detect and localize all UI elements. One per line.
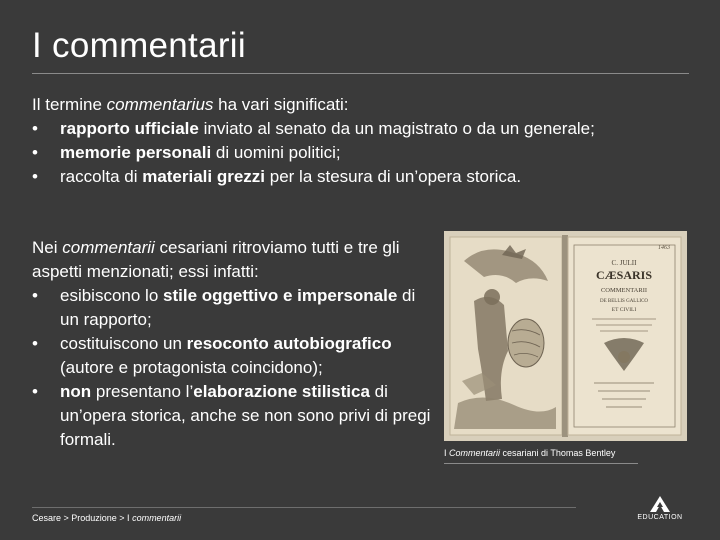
book-photo xyxy=(444,231,687,441)
title-page-line: ET CIVILI xyxy=(611,307,637,313)
triangle-logo-icon xyxy=(632,494,688,514)
intro-block xyxy=(32,93,672,189)
intro-term: commentarius xyxy=(106,95,214,114)
publisher-logo xyxy=(632,494,688,524)
intro-bullet-list xyxy=(32,117,672,189)
list-item: • costituiscono un resoconto autobiografico (autore e protagonista coincidono); xyxy=(32,332,432,380)
book-illustration xyxy=(444,231,687,441)
svg-text:1463: 1463 xyxy=(658,245,670,251)
commentarii-bullet-list xyxy=(32,284,432,452)
list-item: • memorie personali di uomini politici; xyxy=(32,141,672,165)
logo-label: EDUCATION xyxy=(637,514,683,521)
commentarii-sentence: Nei commentarii cesariani ritroviamo tutti e tre gli aspetti menzionati; essi infatti: xyxy=(32,238,400,281)
list-item: • non presentano l’elaborazione stilistica di un’opera storica, anche se non sono privi di pregi formali. xyxy=(32,380,432,452)
footer-divider xyxy=(32,507,576,508)
title-page-line: DE BELLIS GALLICO xyxy=(599,299,649,304)
commentarii-term: commentarii xyxy=(62,238,155,257)
list-item: • esibiscono lo stile oggettivo e impersonale di un rapporto; xyxy=(32,284,432,332)
caption-divider xyxy=(444,463,638,464)
list-item: • rapporto ufficiale inviato al senato da un magistrato o da un generale; xyxy=(32,117,672,141)
page-title xyxy=(32,26,246,66)
intro-sentence: Il termine commentarius ha vari significati: xyxy=(32,95,349,114)
title-page-line: CÆSARIS xyxy=(595,268,653,282)
title-page-line: COMMENTARII xyxy=(600,287,648,294)
page-title-text: I commentarii xyxy=(32,26,246,65)
title-page-line: C. JULII xyxy=(611,259,637,267)
figure-caption: I Commentarii cesariani di Thomas Bentley xyxy=(444,448,616,458)
title-divider xyxy=(32,73,689,74)
list-item: • raccolta di materiali grezzi per la stesura di un’opera storica. xyxy=(32,165,672,189)
breadcrumb: Cesare > Produzione > I commentarii xyxy=(32,513,182,523)
commentarii-block xyxy=(32,236,432,452)
